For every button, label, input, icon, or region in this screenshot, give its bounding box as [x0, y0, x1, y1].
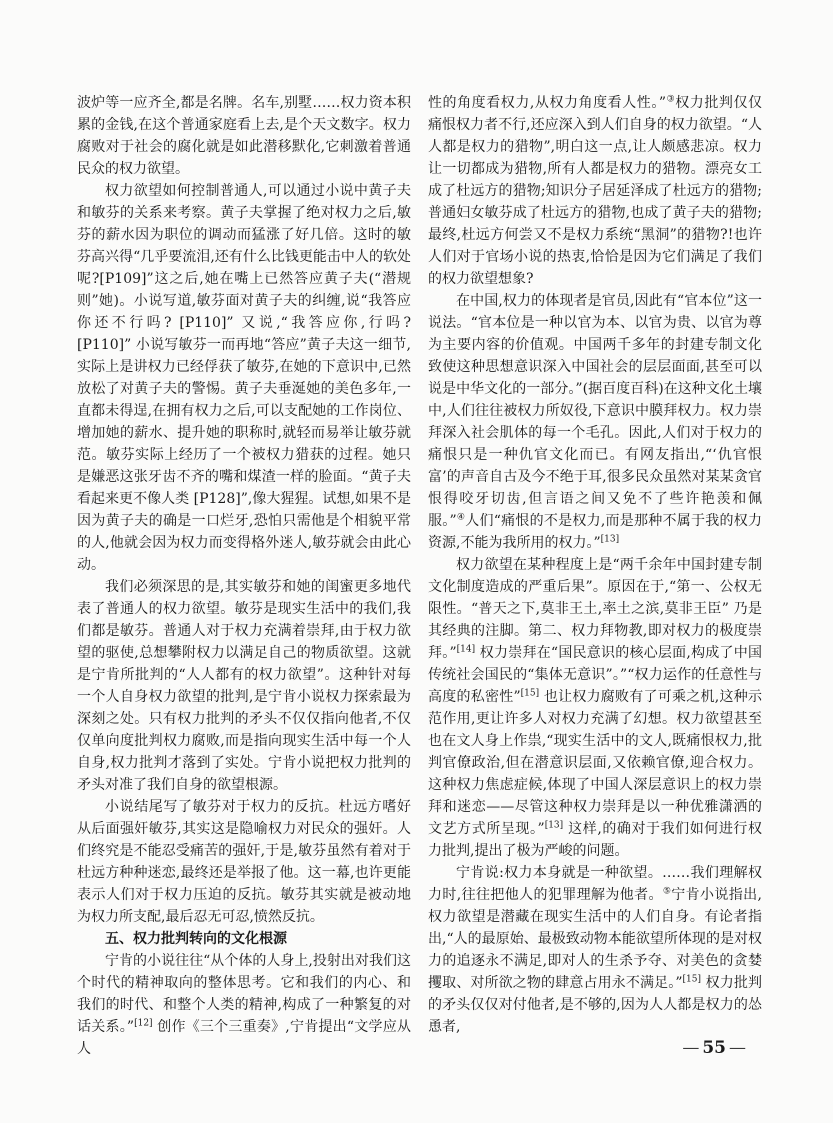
section-heading: 五、权力批判转向的文化根源: [105, 931, 287, 947]
page-number-dash-left: —: [682, 1038, 700, 1058]
page-number-value: 55: [702, 1038, 726, 1058]
paragraph: 宁肯说:权力本身就是一种欲望。……我们理解权力时,往往把他人的犯罪理解为他者。⑤宁肯小说指出,权力欲望是潜藏在现实生活中的人们自身。有论者指出,“人的最原始、最极致动物本能欲望所体现的是对权力的追逐永不满足,即对人的生杀予夺、对美色的贪婪攫取、对所欲之物的肆意占用永不满足。”[15] 权力批判的矛头仅仅对付他者,是不够的,因为人人都是权力的怂恿者,: [428, 865, 763, 1035]
paragraph: 权力欲望在某种程度上是“两千余年中国封建专制文化制度造成的严重后果”。原因在于,“第一、公权无限性。“普天之下,莫非王土,率土之滨,莫非王臣” 乃是其经典的注脚。第二、权力拜物教,即对权力的极度崇拜。”[14] 权力崇拜在“国民意识的核心层面,构成了中国传统社会国民的“集体无意识”。”“权力运作的任意性与高度的私密性”[15] 也让权力腐败有了可乘之机,这种示范作用,更让许多人对权力充满了幻想。权力欲望甚至也在文人身上作祟,“现实生活中的文人,既痛恨权力,批判官僚政治,但在潜意识层面,又依赖官僚,迎合权力。这种权力焦虑症候,体现了中国人深层意识上的权力崇拜和迷恋——尽管这种权力崇拜是以一种优雅潇洒的文艺方式所呈现。”[13] 这样,的确对于我们如何进行权力批判,提出了极为严峻的问题。: [428, 557, 762, 859]
paragraph: 波炉等一应齐全,都是名牌。名车,别墅……权力资本积累的金钱,在这个普通家庭看上去,是个天文数字。权力腐败对于社会的腐化就是如此潜移默化,它刺激着普通民众的权力欲望。: [77, 95, 411, 177]
paragraph: 我们必须深思的是,其实敏芬和她的闺蜜更多地代表了普通人的权力欲望。敏芬是现实生活中的我们,我们都是敏芬。普通人对于权力充满着崇拜,由于权力欲望的驱使,总想攀附权力以满足自己的物质欲望。这就是宁肯所批判的“人人都有的权力欲望”。这种针对每一个人自身权力欲望的批判,是宁肯小说权力探索最为深刻之处。只有权力批判的矛头不仅仅指向他者,不仅仅单向度批判权力腐败,而是指向现实生活中每一个人自身,权力批判才落到了实处。宁肯小说把权力批判的矛头对准了我们自身的欲望根源。: [77, 579, 411, 793]
paragraph: 权力欲望如何控制普通人,可以通过小说中黄子夫和敏芬的关系来考察。黄子夫掌握了绝对权力之后,敏芬的薪水因为职位的调动而猛涨了好几倍。这时的敏芬高兴得“几乎要流泪,还有什么比钱更能击中人的软处呢?[P109]”这之后,她在嘴上已然答应黄子夫(“潜规则”她)。小说写道,敏芬面对黄子夫的纠缠,说“我答应你还不行吗? [P110]” 又说,“我答应你,行吗? [P110]” 小说写敏芬一而再地“答应”黄子夫这一细节,实际上是讲权力已经俘获了敏芬,在她的下意识中,已然放松了对黄子夫的警惕。黄子夫垂涎她的美色多年,一直都未得逞,在拥有权力之后,可以支配她的工作岗位、增加她的薪水、提升她的职称时,就轻而易举让敏芬就范。敏芬实际上经历了一个被权力猎获的过程。她只是嫌恶这张牙齿不齐的嘴和煤渣一样的脸面。“黄子夫看起来更不像人类 [P128]”,像大猩猩。试想,如果不是因为黄子夫的确是一口烂牙,恐怕只需他是个相貌平常的人,他就会因为权力而变得格外迷人,敏芬就会由此心动。: [77, 183, 411, 573]
paragraph: 小说结尾写了敏芬对于权力的反抗。杜远方嗜好从后面强奸敏芬,其实这是隐喻权力对民众的强奸。人们终究是不能忍受痛苦的强奸,于是,敏芬虽然有着对于杜远方种种迷恋,最终还是举报了他。这一幕,也许更能表示人们对于权力压迫的反抗。敏芬其实就是被动地为权力所支配,最后忍无可忍,愤然反抗。: [77, 799, 411, 925]
paragraph: 性的角度看权力,从权力角度看人性。”③权力批判仅仅痛恨权力者不行,还应深入到人们自身的权力欲望。“人人都是权力的猎物”,明白这一点,让人颇感悲凉。权力让一切都成为猎物,所有人都是权力的猎物。漂亮女工成了杜远方的猎物;知识分子居延泽成了杜远方的猎物;普通妇女敏芬成了杜远方的猎物,也成了黄子夫的猎物;最终,杜远方何尝又不是权力系统“黑洞”的猎物?!也许人们对于官场小说的热衷,恰恰是因为它们满足了我们的权力欲望想象?: [428, 94, 763, 287]
page-number: [679, 1038, 749, 1058]
paragraph: 在中国,权力的体现者是官员,因此有“官本位”这一说法。“官本位是一种以官为本、以官为贵、以官为尊为主要内容的价值观。中国两千多年的封建专制文化致使这种思想意识深入中国社会的层层面面,甚至可以说是中华文化的一部分。”(据百度百科)在这种文化土壤中,人们往往被权力所奴役,下意识中膜拜权力。权力崇拜深入社会肌体的每一个毛孔。因此,人们对于权力的痛恨只是一种仇官文化而已。有网友指出,“‘仇官恨富’的声音自古及今不绝于耳,很多民众虽然对某某贪官恨得咬牙切齿,但言语之间又免不了些许艳羡和佩服。”④人们“痛恨的不是权力,而是那种不属于我的权力资源,不能为我所用的权力。”[13]: [428, 293, 762, 551]
page-number-dash-right: —: [729, 1038, 746, 1058]
left-column: [77, 92, 411, 1060]
paragraph: 宁肯的小说往往“从个体的人身上,投射出对我们这个时代的精神取向的整体思考。它和我们的内心、和我们的时代、和整个人类的精神,构成了一种繁复的对话关系。”[12] 创作《三个三重奏》,宁肯提出“文学应从人: [77, 953, 411, 1057]
right-column: [428, 92, 762, 1060]
